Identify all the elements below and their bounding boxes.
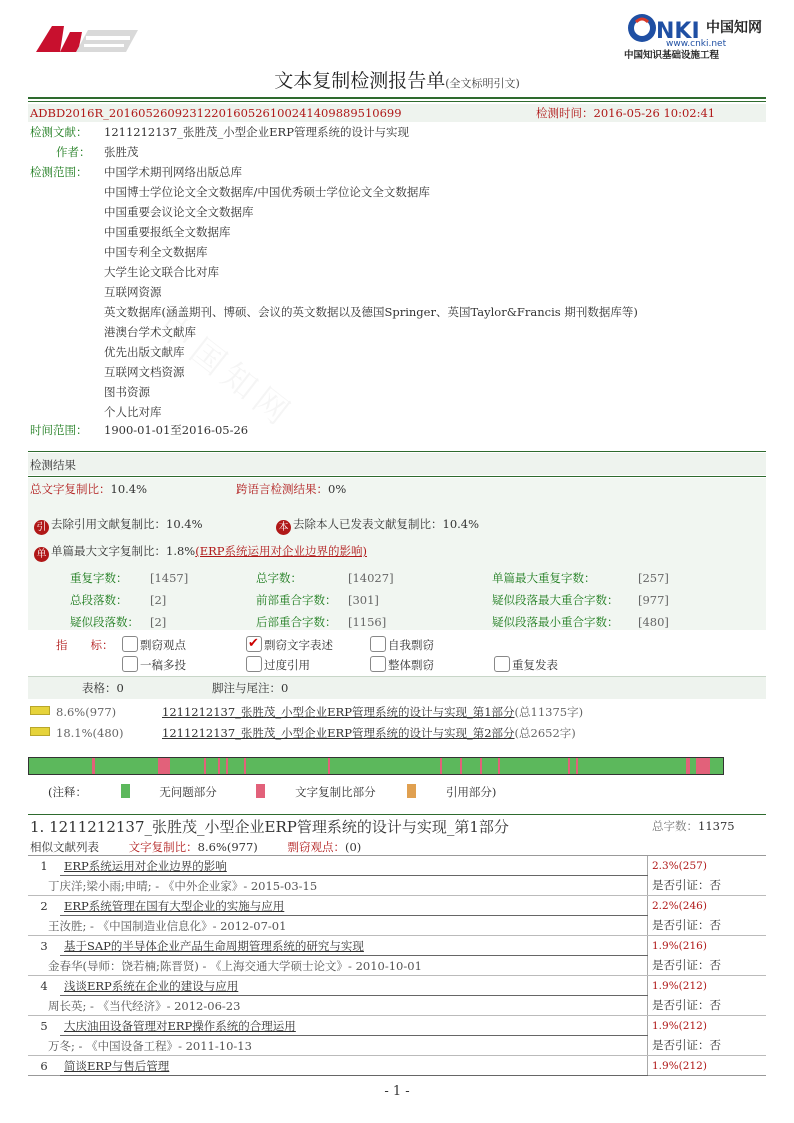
svg-text:www.cnki.net: www.cnki.net [666,39,727,49]
similar-docs-table [28,856,766,1078]
stat-value: [301] [348,593,379,607]
stat-label: 单篇最大重复字数： [492,571,596,585]
report-title: 文本复制检测报告单(全文标明引文) [274,70,520,92]
copy-segment [440,758,442,774]
stat-value: [257] [638,571,669,585]
item-cite: 是否引证：否 [648,876,767,896]
stat-value: [2] [150,615,167,629]
part-ratio: 8.6%(977) [30,702,116,722]
table-row [28,936,766,956]
range-item: 个人比对库 [104,405,162,419]
table-row [28,1016,766,1036]
svg-text:NKI: NKI [656,19,700,44]
legend-cite-swatch [407,784,416,798]
part-link[interactable]: 1211212137_张胜茂_小型企业ERP管理系统的设计与实现_第1部分(总11375字) [162,705,584,719]
indicator-label: 指 标： [56,638,114,652]
section1-total: 总字数：11375 [652,819,735,833]
similar-doc-link[interactable]: ERP系统运用对企业边界的影响 [64,858,227,873]
item-ratio: 2.2%(246) [648,896,767,916]
similar-doc-link[interactable]: 浅谈ERP系统在企业的建设与应用 [64,978,239,993]
range-label: 检测范围： [30,165,88,179]
svg-text:中国知网: 中国知网 [706,20,762,36]
amm-logo [30,22,140,56]
excl-self: 本 去除本人已发表文献复制比：10.4% [276,514,479,535]
single-max: 单 单篇最大文字复制比：1.8%(ERP系统运用对企业边界的影响) [34,541,367,562]
item-cite: 是否引证：否 [648,996,767,1016]
total-copy-ratio: 总文字复制比：10.4% [30,482,148,496]
section1-meta: 相似文献列表 文字复制比：8.6%(977) 剽窃观点：(0) [30,840,362,854]
item-meta: 丁庆洋;梁小雨;申晴; - 《中外企业家》- 2015-03-15 [28,876,648,896]
stat-label: 疑似段落最大重合字数： [492,593,619,607]
indicator-item: 过度引用 [246,655,310,675]
stat-label: 后部重合字数： [256,615,337,629]
table-row [28,896,766,916]
copy-segment [158,758,170,774]
checkbox-icon [122,636,138,652]
item-cite: 是否引证：否 [648,1036,767,1056]
similar-doc-link[interactable]: 基于SAP的半导体企业产品生命周期管理系统的研究与实现 [64,938,364,953]
legend-copy-swatch [256,784,265,798]
item-cite: 是否引证：否 [648,916,767,936]
stat-value: [14027] [348,571,394,585]
legend-ok-swatch [121,784,130,798]
footnote-count: 脚注与尾注：0 [212,681,289,695]
page-number: - 1 - [384,1084,410,1099]
copy-segment [576,758,578,774]
copy-segment [218,758,220,774]
single-badge-icon: 单 [34,547,49,562]
distribution-bar-bg [29,758,724,775]
checkbox-icon [370,656,386,672]
author-label: 作者： [56,145,91,159]
item-meta: 王汝胜; - 《中国制造业信息化》- 2012-07-01 [28,916,648,936]
range-item: 优先出版文献库 [104,345,185,359]
range-item: 中国博士学位论文全文数据库/中国优秀硕士学位论文全文数据库 [104,185,430,199]
stat-label: 总字数： [256,571,302,585]
table-row-meta [28,956,766,976]
table-row-meta [28,1036,766,1056]
checkbox-icon [494,656,510,672]
stat-label: 疑似段落最小重合字数： [492,615,619,629]
copy-segment [686,758,690,774]
copy-segment [460,758,462,774]
indicator-item: 剽窃观点 [122,635,186,655]
table-count: 表格：0 [82,681,124,695]
copy-segment [244,758,246,774]
copy-segment [696,758,710,774]
similar-doc-link[interactable]: 简谈ERP与售后管理 [64,1058,170,1073]
checkbox-checked-icon [246,636,262,652]
item-number: 3 [40,938,48,953]
author: 张胜茂 [104,145,139,159]
ratio-bar-icon [30,727,50,736]
range-item: 中国学术期刊网络出版总库 [104,165,242,179]
ref-badge-icon: 引 [34,520,49,535]
indicator-item: 整体剽窃 [370,655,434,675]
stat-value: [480] [638,615,669,629]
indicator-item: ✔ 剽窃文字表述 [246,635,333,655]
part-ratio: 18.1%(480) [30,723,123,743]
range-item: 英文数据库(涵盖期刊、博硕、会议的英文数据以及德国Springer、英国Taylor&Francis 期刊数据库等) [104,305,638,319]
stat-label: 总段落数： [70,593,128,607]
table-row [28,1056,766,1076]
range-item: 互联网文档资源 [104,365,185,379]
copy-segment [92,758,95,774]
stat-value: [977] [638,593,669,607]
item-number: 6 [40,1058,48,1073]
section1-title: 1. 1211212137_张胜茂_小型企业ERP管理系统的设计与实现_第1部分 [30,818,509,836]
cross-language: 跨语言检测结果：0% [236,482,347,496]
stat-label: 重复字数： [70,571,128,585]
item-meta: 周长英; - 《当代经济》- 2012-06-23 [28,996,648,1016]
svg-text:中国知识基础设施工程: 中国知识基础设施工程 [624,50,720,60]
copy-segment [226,758,228,774]
item-meta: 万冬; - 《中国设备工程》- 2011-10-13 [28,1036,648,1056]
range-item: 大学生论文联合比对库 [104,265,219,279]
item-number: 4 [40,978,48,993]
item-ratio: 1.9%(212) [648,976,767,996]
header-divider [28,97,766,102]
range-item: 图书资源 [104,385,150,399]
legend: (注释： 无问题部分 文字复制比部分 引用部分) [48,785,497,799]
item-number: 1 [40,858,48,873]
item-ratio: 2.3%(257) [648,856,767,876]
stat-value: [1457] [150,571,189,585]
ratio-bar-icon [30,706,50,715]
excl-ref: 引 去除引用文献复制比：10.4% [34,514,203,535]
stat-label: 前部重合字数： [256,593,337,607]
indicator-item: 一稿多投 [122,655,186,675]
range-item: 港澳台学术文献库 [104,325,196,339]
results-title: 检测结果 [30,458,76,472]
item-ratio: 1.9%(212) [648,1016,767,1036]
stat-value: [1156] [348,615,387,629]
copy-segment [568,758,570,774]
part-link[interactable]: 1211212137_张胜茂_小型企业ERP管理系统的设计与实现_第2部分(总2652字) [162,726,576,740]
table-row [28,976,766,996]
copy-segment [204,758,206,774]
range-item: 中国专利全文数据库 [104,245,208,259]
copy-segment [480,758,482,774]
range-item: 中国重要报纸全文数据库 [104,225,231,239]
doc-row: 检测文献： [30,125,88,139]
checkbox-icon [246,656,262,672]
item-number: 5 [40,1018,48,1033]
copy-segment [498,758,500,774]
range-item: 中国重要会议论文全文数据库 [104,205,254,219]
time-range: 1900-01-01至2016-05-26 [104,423,249,437]
item-meta: 金春华(导师：饶若楠;陈晋贤) - 《上海交通大学硕士论文》- 2010-10-01 [28,956,648,976]
item-number: 2 [40,898,48,913]
time-range-label: 时间范围： [30,423,88,437]
table-row-meta [28,916,766,936]
stat-label: 疑似段落数： [70,615,139,629]
stat-value: [2] [150,593,167,607]
range-item: 互联网资源 [104,285,162,299]
table-row-meta [28,876,766,896]
item-ratio: 1.9%(212) [648,1056,767,1076]
similar-doc-link[interactable]: ERP系统管理在国有大型企业的实施与应用 [64,898,285,913]
item-cite: 是否引证：否 [648,956,767,976]
doc-title: 1211212137_张胜茂_小型企业ERP管理系统的设计与实现 [104,125,409,139]
item-ratio: 1.9%(216) [648,936,767,956]
checkbox-icon [122,656,138,672]
indicator-item: 重复发表 [494,655,558,675]
check-time: 检测时间：2016-05-26 10:02:41 [536,106,716,120]
checkbox-icon [370,636,386,652]
cnki-logo [622,10,762,60]
report-id: ADBD2016R_2016052609231220160526100241409889510699 [30,106,402,120]
table-row [28,856,766,876]
similar-doc-link[interactable]: 大庆油田设备管理对ERP操作系统的合理运用 [64,1018,296,1033]
table-row-meta [28,996,766,1016]
indicator-item: 自我剽窃 [370,635,434,655]
distribution-bar [28,757,724,775]
copy-segment [328,758,330,774]
single-source-link[interactable]: (ERP系统运用对企业边界的影响) [195,544,367,558]
self-badge-icon: 本 [276,520,291,535]
